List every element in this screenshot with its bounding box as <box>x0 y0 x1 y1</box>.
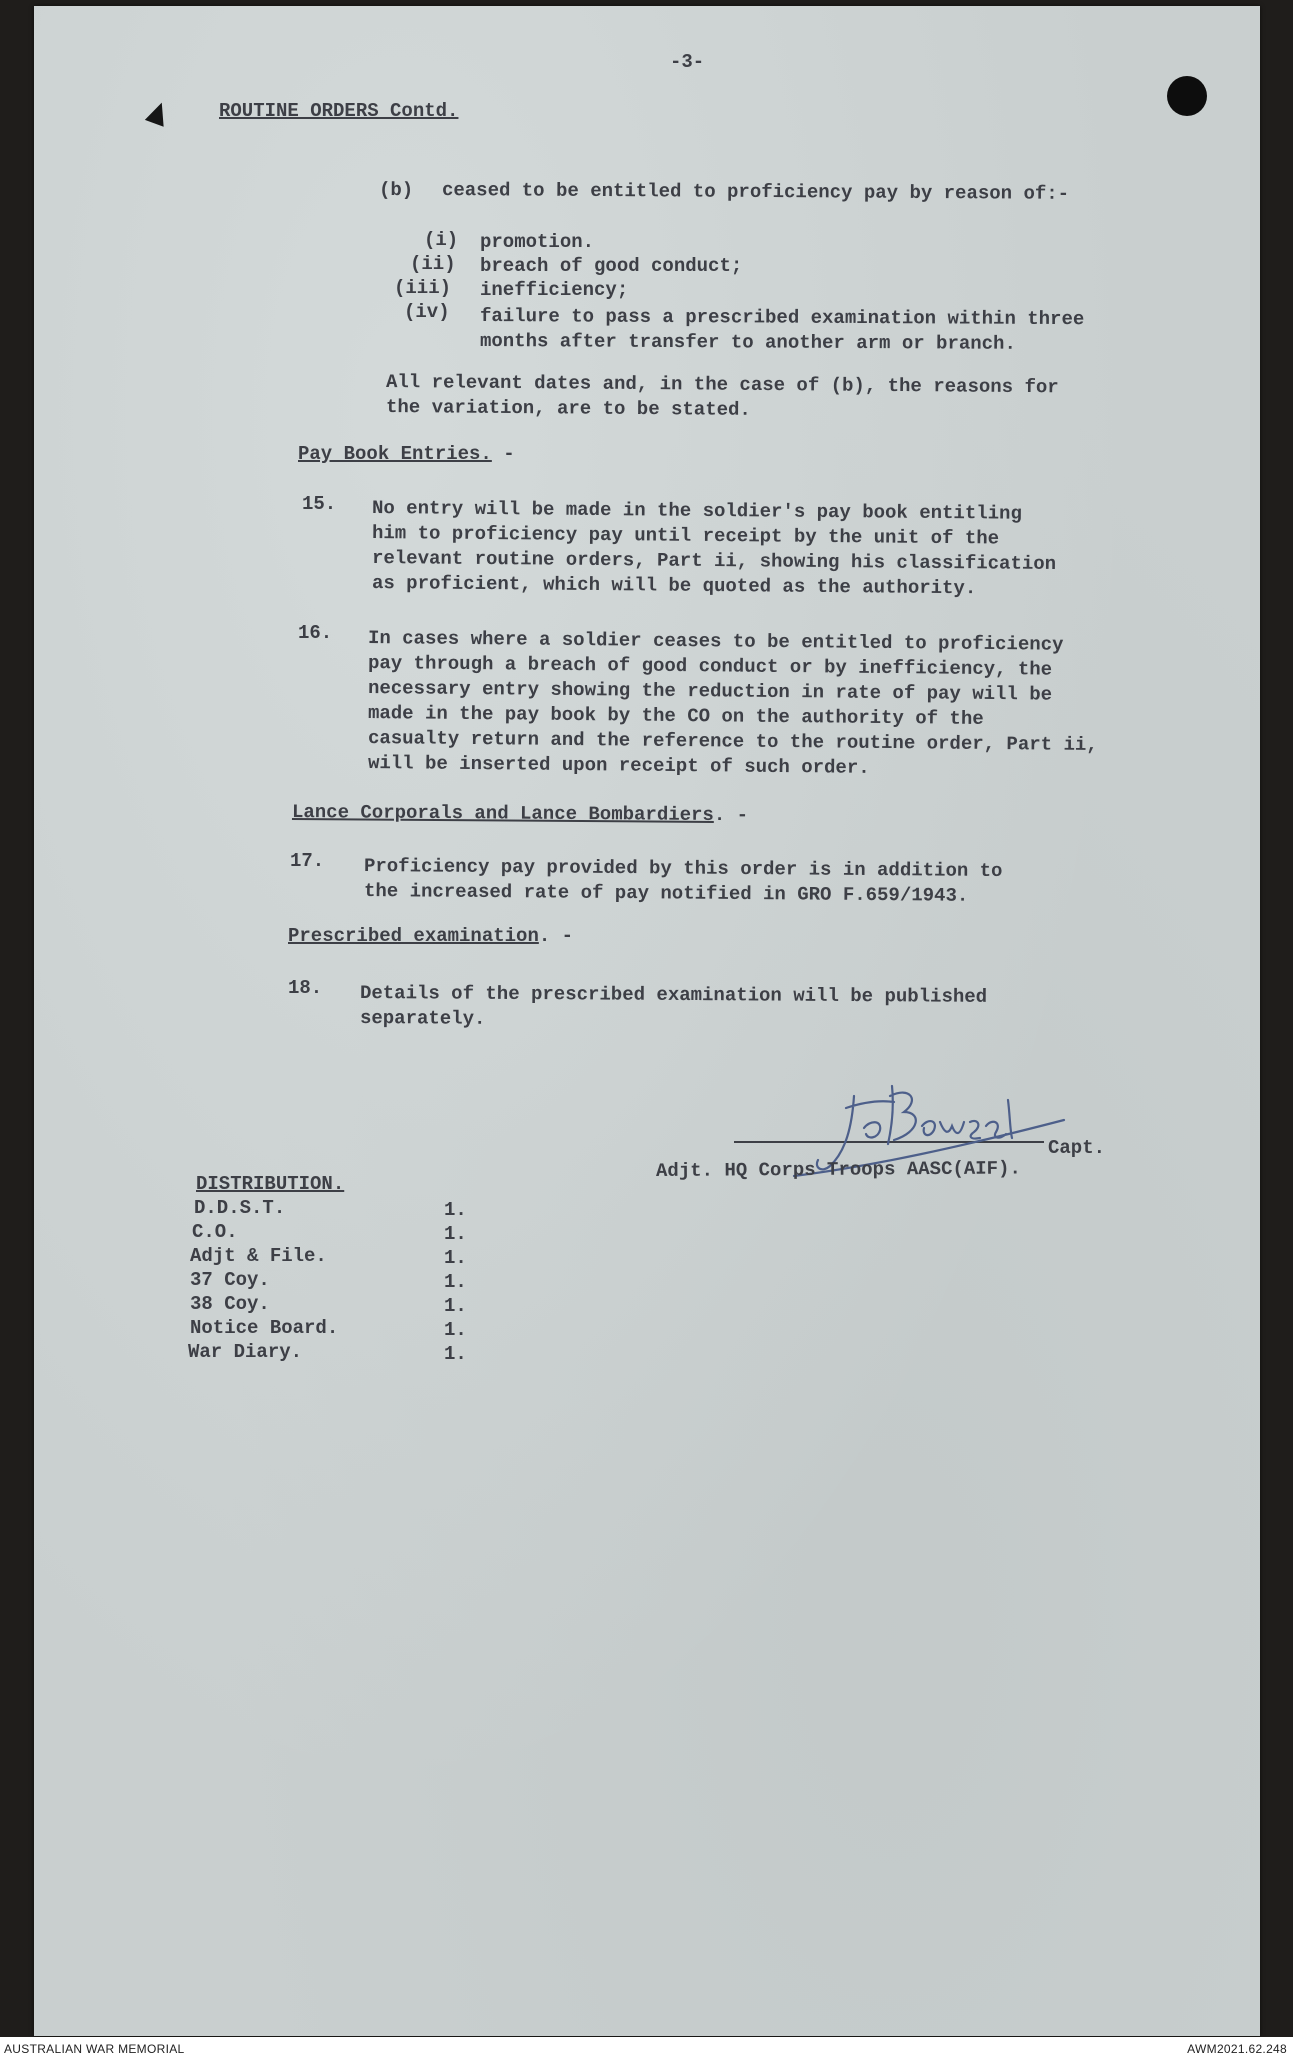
paragraph-line: will be inserted upon receipt of such order. <box>367 752 870 779</box>
paragraph-line: him to proficiency pay until receipt by the unit of the <box>371 522 1000 550</box>
relevant-dates-line: All relevant dates and, in the case of (b), the reasons for <box>385 371 1059 399</box>
distribution-copies: 1. <box>444 1247 467 1269</box>
section-suffix: - <box>491 443 515 465</box>
distribution-recipient: Notice Board. <box>190 1317 339 1339</box>
distribution-recipient: 37 Coy. <box>190 1269 270 1291</box>
distribution-copies: 1. <box>444 1343 467 1365</box>
page-number: -3- <box>670 51 705 73</box>
sub-item-marker: (ii) <box>410 253 456 275</box>
distribution-copies: 1. <box>444 1199 467 1221</box>
sub-item-text: promotion. <box>480 231 595 253</box>
distribution-copies: 1. <box>444 1295 467 1317</box>
paragraph-line: relevant routine orders, Part ii, showing his classification <box>371 547 1057 575</box>
section-suffix: . - <box>538 925 574 947</box>
relevant-dates-line: the variation, are to be stated. <box>385 396 751 421</box>
distribution-recipient: Adjt & File. <box>190 1245 327 1267</box>
sub-item-marker: (iv) <box>404 301 450 323</box>
page-heading: ROUTINE ORDERS Contd. <box>219 100 459 122</box>
sub-item-marker: (iii) <box>394 277 452 299</box>
paragraph-line: No entry will be made in the soldier's pay book entitling <box>371 497 1022 525</box>
paragraph-line: necessary entry showing the reduction in rate of pay will be <box>367 677 1053 706</box>
paragraph-line: made in the pay book by the CO on the authority of the <box>367 702 984 730</box>
sub-item-marker: (i) <box>424 229 459 251</box>
sub-item-text: inefficiency; <box>480 279 629 301</box>
paragraph-number: 15. <box>302 493 337 515</box>
section-title: Lance Corporals and Lance Bombardiers <box>291 801 714 826</box>
distribution-copies: 1. <box>444 1319 467 1341</box>
distribution-recipient: War Diary. <box>188 1341 303 1363</box>
sub-item-text: failure to pass a prescribed examination within three <box>479 305 1085 331</box>
archive-reference: AWM2021.62.248 <box>1187 2042 1287 2056</box>
paragraph-line: In cases where a soldier ceases to be entitled to proficiency <box>367 627 1064 656</box>
paragraph-line: separately. <box>359 1007 486 1030</box>
distribution-recipient: 38 Coy. <box>190 1293 270 1315</box>
paragraph-number: 16. <box>298 622 333 644</box>
distribution-heading: DISTRIBUTION. <box>196 1173 345 1195</box>
distribution-copies: 1. <box>444 1223 467 1245</box>
signature-title: Adjt. HQ Corps Troops AASC(AIF). <box>655 1157 1021 1182</box>
paragraph-line: pay through a breach of good conduct or by inefficiency, the <box>367 652 1053 681</box>
sub-item-text: breach of good conduct; <box>480 255 743 277</box>
punch-hole <box>1167 76 1207 116</box>
paragraph-line: casualty return and the reference to the routine order, Part ii, <box>367 727 1098 757</box>
paragraph-line: Proficiency pay provided by this order is in addition to <box>363 855 1003 883</box>
archive-footer <box>0 2037 1293 2061</box>
section-heading-pay-book <box>298 442 515 467</box>
sub-item-text-continued: months after transfer to another arm or branch. <box>479 330 1016 355</box>
paragraph-line: Details of the prescribed examination will be published <box>359 982 988 1008</box>
distribution-recipient: D.D.S.T. <box>194 1197 286 1219</box>
distribution-recipient: C.O. <box>192 1221 238 1243</box>
distribution-copies: 1. <box>444 1271 467 1293</box>
signature-rank: Capt. <box>1048 1137 1106 1159</box>
section-title: Pay Book Entries. <box>298 443 492 465</box>
paragraph-number: 18. <box>288 977 323 999</box>
paragraph-line: the increased rate of pay notified in GRO F.659/1943. <box>363 880 969 907</box>
section-heading-lance <box>292 800 748 828</box>
section-heading-exam <box>288 924 573 949</box>
item-b-marker: (b) <box>378 178 414 202</box>
document-page <box>34 6 1260 2036</box>
paragraph-line: as proficient, which will be quoted as the authority. <box>371 572 977 600</box>
item-b-text: ceased to be entitled to proficiency pay by reason of:- <box>441 179 1070 205</box>
section-suffix: . - <box>713 803 749 827</box>
paragraph-number: 17. <box>290 850 325 872</box>
section-title: Prescribed examination <box>288 925 539 947</box>
page-tear-mark <box>145 99 171 127</box>
archive-name: AUSTRALIAN WAR MEMORIAL <box>4 2042 185 2056</box>
